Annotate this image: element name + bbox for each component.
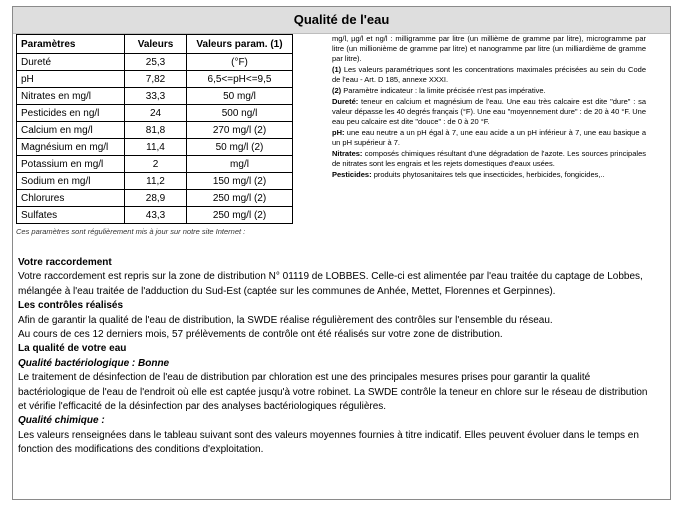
cell-value: 2 xyxy=(125,156,187,173)
note-pesticides xyxy=(332,170,646,180)
cell-parameter: Magnésium en mg/l xyxy=(17,139,125,156)
note-2 xyxy=(332,86,646,96)
cell-param-value: 50 mg/l xyxy=(187,88,293,105)
heading-chimique: Qualité chimique : xyxy=(18,415,105,427)
heading-raccordement: Votre raccordement xyxy=(18,257,112,268)
table-row xyxy=(17,88,293,105)
paragraph-raccordement: Votre raccordement est repris sur la zone de distribution N° 01119 de LOBBES. Celle-ci est alimentée par l'eau traitée du captage de Lobbes, mélangée à l'eau traitée de l'adduction du Sud-Est (captée sur les communes de Anhée, Mettet, Florennes et Gerpinnes). xyxy=(18,271,643,297)
page-title: Qualité de l'eau xyxy=(13,7,670,34)
cell-parameter: Calcium en mg/l xyxy=(17,122,125,139)
note-1-label: (1) xyxy=(332,65,342,74)
note-nitrates-label: Nitrates: xyxy=(332,149,363,158)
cell-parameter: Sodium en mg/l xyxy=(17,173,125,190)
main-text xyxy=(18,256,648,458)
note-ph xyxy=(332,128,646,148)
paragraph-controles-1: Afin de garantir la qualité de l'eau de distribution, la SWDE réalise régulièrement des contrôles sur l'ensemble du réseau. xyxy=(18,314,553,326)
note-2-text: Paramètre indicateur : la limite précisée n'est pas impérative. xyxy=(341,86,546,95)
note-pesticides-text: produits phytosanitaires tels que insecticides, herbicides, fongicides,.. xyxy=(371,170,605,179)
cell-parameter: Nitrates en mg/l xyxy=(17,88,125,105)
heading-controles: Les contrôles réalisés xyxy=(18,300,124,312)
cell-value: 24 xyxy=(125,105,187,122)
note-durete-label: Dureté: xyxy=(332,97,359,106)
table-row xyxy=(17,173,293,190)
cell-value: 33,3 xyxy=(125,88,187,105)
table-header-row xyxy=(17,35,293,54)
cell-value: 7,82 xyxy=(125,71,187,88)
cell-value: 11,2 xyxy=(125,173,187,190)
cell-param-value: 250 mg/l (2) xyxy=(187,207,293,224)
note-durete-text: teneur en calcium et magnésium de l'eau. Une eau très calcaire est dite "dure" : sa valeur dépasse les 40 degrés français (°F). Une eau "moyennement dure" : de 20 à 40 °F. Une eau peu calcaire est dite "douce" : de 0 à 20 °F. xyxy=(332,97,646,126)
heading-qualite: La qualité de votre eau xyxy=(18,343,127,355)
cell-parameter: Dureté xyxy=(17,54,125,71)
table-row xyxy=(17,156,293,173)
cell-param-value: mg/l xyxy=(187,156,293,173)
note-units: mg/l, µg/l et ng/l : milligramme par litre (un millième de gramme par litre), microgramme par litre (un millionième de gramme par litre) et nanogramme par litre (un milliardième de gramme par litre). xyxy=(332,34,646,63)
cell-value: 43,3 xyxy=(125,207,187,224)
cell-param-value: 150 mg/l (2) xyxy=(187,173,293,190)
table-footnote: Ces paramètres sont régulièrement mis à jour sur notre site Internet : xyxy=(16,227,246,236)
note-ph-label: pH: xyxy=(332,128,345,137)
note-durete xyxy=(332,97,646,127)
table-row xyxy=(17,105,293,122)
cell-parameter: Potassium en mg/l xyxy=(17,156,125,173)
table-row xyxy=(17,54,293,71)
header-valeurs: Valeurs xyxy=(125,35,187,54)
note-nitrates-text: composés chimiques résultant d'une dégradation de l'azote. Les sources principales de nitrates sont les engrais et les rejets domestiques d'eaux usées. xyxy=(332,149,646,168)
cell-parameter: Chlorures xyxy=(17,190,125,207)
cell-param-value: 50 mg/l (2) xyxy=(187,139,293,156)
heading-bacteriologique: Qualité bactériologique : Bonne xyxy=(18,357,170,369)
note-1-text: Les valeurs paramétriques sont les concentrations maximales précisées au sein du Code de l'eau - Art. D 185, annexe XXXI. xyxy=(332,65,646,84)
paragraph-controles-2: Au cours de ces 12 derniers mois, 57 prélèvements de contrôle ont été réalisés sur votre zone de distribution. xyxy=(18,329,503,341)
cell-parameter: pH xyxy=(17,71,125,88)
cell-value: 28,9 xyxy=(125,190,187,207)
cell-param-value: 500 ng/l xyxy=(187,105,293,122)
table-row xyxy=(17,122,293,139)
cell-value: 81,8 xyxy=(125,122,187,139)
table-row xyxy=(17,71,293,88)
note-nitrates xyxy=(332,149,646,169)
cell-value: 11,4 xyxy=(125,139,187,156)
table-row xyxy=(17,190,293,207)
note-1 xyxy=(332,65,646,85)
cell-parameter: Pesticides en ng/l xyxy=(17,105,125,122)
cell-parameter: Sulfates xyxy=(17,207,125,224)
note-ph-text: une eau neutre a un pH égal à 7, une eau acide a un pH inférieur à 7, une eau basique a un pH supérieur à 7. xyxy=(332,128,646,147)
cell-param-value: 6,5<=pH<=9,5 xyxy=(187,71,293,88)
cell-value: 25,3 xyxy=(125,54,187,71)
table-row xyxy=(17,207,293,224)
cell-param-value: 270 mg/l (2) xyxy=(187,122,293,139)
parameters-table xyxy=(16,34,293,224)
header-valeurs-param: Valeurs param. (1) xyxy=(187,35,293,54)
notes-panel xyxy=(332,34,646,181)
table-row xyxy=(17,139,293,156)
note-2-label: (2) xyxy=(332,86,342,95)
cell-param-value: 250 mg/l (2) xyxy=(187,190,293,207)
cell-param-value: (°F) xyxy=(187,54,293,71)
paragraph-bacteriologique: Le traitement de désinfection de l'eau de distribution par chloration est une des principales mesures prises pour garantir la qualité bactériologique de l'eau de l'endroit où elle est captée jusqu'à votre robinet. La SWDE contrôle la teneur en chlore sur le réseau de distribution et vérifie l'efficacité de la désinfection par des analyses bactériologiques régulières. xyxy=(18,372,648,413)
note-pesticides-label: Pesticides: xyxy=(332,170,372,179)
header-parametres: Paramètres xyxy=(17,35,125,54)
paragraph-chimique: Les valeurs renseignées dans le tableau suivant sont des valeurs moyennes fournies à titre indicatif. Elles peuvent évoluer dans le temps en fonction des modifications des conditions d'exploitation. xyxy=(18,429,639,456)
